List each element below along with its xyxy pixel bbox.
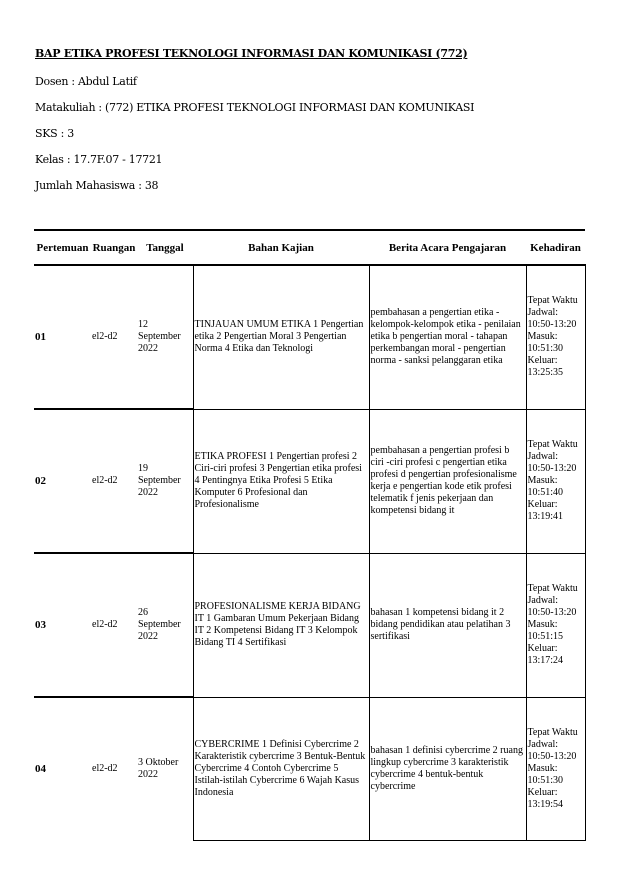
cell-tanggal: 26 September 2022 bbox=[137, 553, 193, 697]
cell-berita-acara: bahasan 1 kompetensi bidang it 2 bidang pendidikan atau pelatihan 3 sertifikasi bbox=[369, 553, 526, 697]
cell-tanggal: 19 September 2022 bbox=[137, 409, 193, 553]
table-row bbox=[34, 553, 585, 697]
col-header-tanggal: Tanggal bbox=[137, 230, 193, 265]
class-line: Kelas : 17.7F.07 - 17721 bbox=[35, 153, 163, 166]
cell-berita-acara: pembahasan a pengertian etika - kelompok-kelompok etika - penilaian etika b pengertian moral - tahapan perkembangan moral - pengertian norma - sanksi pelanggaran etika bbox=[369, 265, 526, 409]
cell-ruangan: el2-d2 bbox=[92, 331, 118, 342]
cell-pertemuan: 04 bbox=[34, 697, 91, 840]
cell-kehadiran: Tepat Waktu Jadwal: 10:50-13:20 Masuk: 10:51:30 Keluar: 13:25:35 bbox=[526, 265, 585, 409]
document-title: BAP ETIKA PROFESI TEKNOLOGI INFORMASI DAN KOMUNIKASI (772) bbox=[35, 47, 468, 60]
cell-tanggal: 12 September 2022 bbox=[138, 319, 181, 354]
col-header-bahan-kajian: Bahan Kajian bbox=[193, 230, 369, 265]
cell-bahan-kajian: CYBERCRIME 1 Definisi Cybercrime 2 Karakteristik cybercrime 3 Bentuk-Bentuk Cybercrime 4 Contoh Cybercrime 5 Istilah-istilah Cybercrime 6 Wajah Kasus Indonesia bbox=[193, 697, 369, 840]
cell-kehadiran: Tepat Waktu Jadwal: 10:50-13:20 Masuk: 10:51:30 Keluar: 13:19:54 bbox=[526, 697, 585, 840]
col-header-pertemuan: Pertemuan bbox=[34, 230, 91, 265]
course-line: Matakuliah : (772) ETIKA PROFESI TEKNOLOGI INFORMASI DAN KOMUNIKASI bbox=[35, 101, 475, 114]
cell-ruangan: el2-d2 bbox=[91, 697, 137, 840]
cell-kehadiran: Tepat Waktu Jadwal: 10:50-13:20 Masuk: 10:51:40 Keluar: 13:19:41 bbox=[526, 409, 585, 553]
cell-pertemuan: 01 bbox=[35, 331, 46, 343]
cell-berita-acara: pembahasan a pengertian profesi b ciri -ciri profesi c pengertian etika profesi d pengertian profesionalisme kerja e pengertian kode etik profesi telematik f jenis pekerjaan dan kompetensi bidang it bbox=[369, 409, 526, 553]
cell-kehadiran: Tepat Waktu Jadwal: 10:50-13:20 Masuk: 10:51:15 Keluar: 13:17:24 bbox=[526, 553, 585, 697]
table-row bbox=[34, 409, 585, 553]
table-row bbox=[34, 697, 585, 840]
table-header-row bbox=[34, 230, 585, 265]
credits-line: SKS : 3 bbox=[35, 127, 74, 140]
col-header-berita-acara: Berita Acara Pengajaran bbox=[369, 230, 526, 265]
cell-ruangan: el2-d2 bbox=[91, 553, 137, 697]
lecturer-line: Dosen : Abdul Latif bbox=[35, 75, 137, 88]
cell-pertemuan: 03 bbox=[34, 553, 91, 697]
col-header-kehadiran: Kehadiran bbox=[526, 230, 585, 265]
col-header-ruangan: Ruangan bbox=[91, 230, 137, 265]
cell-tanggal: 3 Oktober 2022 bbox=[137, 697, 193, 840]
cell-bahan-kajian: PROFESIONALISME KERJA BIDANG IT 1 Gambaran Umum Pekerjaan Bidang IT 2 Kompetensi Bidang IT 3 Kelompok Bidang TI 4 Sertifikasi bbox=[193, 553, 369, 697]
table-row bbox=[34, 265, 585, 409]
attendance-table bbox=[34, 229, 586, 841]
cell-ruangan: el2-d2 bbox=[91, 409, 137, 553]
cell-bahan-kajian: TINJAUAN UMUM ETIKA 1 Pengertian etika 2 Pengertian Moral 3 Pengertian Norma 4 Etika dan Teknologi bbox=[193, 265, 369, 409]
cell-pertemuan: 02 bbox=[34, 409, 91, 553]
student-count-line: Jumlah Mahasiswa : 38 bbox=[35, 179, 159, 192]
cell-berita-acara: bahasan 1 definisi cybercrime 2 ruang lingkup cybercrime 3 karakteristik cybercrime 4 bentuk-bentuk cybercrime bbox=[369, 697, 526, 840]
cell-bahan-kajian: ETIKA PROFESI 1 Pengertian profesi 2 Ciri-ciri profesi 3 Pengertian etika profesi 4 Pentingnya Etika Profesi 5 Etika Komputer 6 Profesional dan Profesionalisme bbox=[193, 409, 369, 553]
